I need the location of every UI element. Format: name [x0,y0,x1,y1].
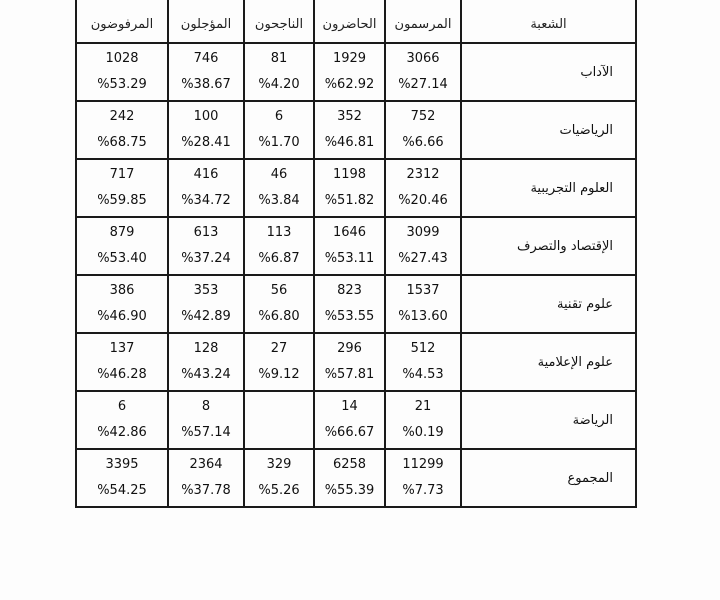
cell-deferred [168,43,244,101]
passed-count: 81 [270,51,288,66]
cell-passed [244,159,314,217]
present-percent: %66.67 [324,425,375,440]
cell-enrolled [385,391,461,449]
row-label: العلوم التجريبية [461,159,636,217]
passed-percent: %1.70 [258,135,300,150]
table-row [76,217,636,275]
enrolled-count: 3099 [406,225,440,240]
deferred-count: 2364 [189,457,223,472]
table-header-row [76,0,636,43]
rejected-percent: %42.86 [97,425,147,440]
passed-percent: %9.12 [258,367,300,382]
enrolled-count: 752 [410,109,436,124]
deferred-percent: %34.72 [181,193,231,208]
present-count: 296 [337,341,362,356]
cell-deferred [168,449,244,507]
cell-enrolled [385,101,461,159]
row-label: المجموع [461,449,636,507]
enrolled-percent: %7.73 [402,483,444,498]
deferred-percent: %37.24 [181,251,231,266]
cell-rejected [76,275,168,333]
cell-rejected [76,159,168,217]
present-percent: %51.82 [324,193,375,208]
enrolled-count: 3066 [406,51,440,66]
passed-percent: %6.80 [258,309,300,324]
table-row [76,275,636,333]
rejected-percent: %59.85 [97,193,147,208]
enrolled-percent: %4.53 [402,367,444,382]
rejected-percent: %46.90 [97,309,147,324]
rejected-count: 242 [109,109,135,124]
rejected-percent: %54.25 [97,483,147,498]
deferred-percent: %43.24 [181,367,231,382]
deferred-count: 613 [193,225,219,240]
cell-passed [244,275,314,333]
cell-enrolled [385,275,461,333]
enrolled-percent: %0.19 [402,425,444,440]
enrolled-count: 2312 [406,167,440,182]
row-label: الآداب [461,43,636,101]
enrolled-count: 11299 [402,457,444,472]
table-row [76,391,636,449]
deferred-count: 746 [193,51,219,66]
table-row [76,43,636,101]
present-count: 823 [337,283,362,298]
passed-percent: %5.26 [258,483,300,498]
rejected-percent: %53.29 [97,77,147,92]
rejected-count: 879 [109,225,135,240]
passed-percent: %6.87 [258,251,300,266]
cell-present [314,391,385,449]
header-enrolled: المرسمون [385,0,461,43]
passed-count: 27 [270,341,288,356]
present-count: 14 [341,399,358,414]
rejected-percent: %68.75 [97,135,147,150]
cell-passed [244,449,314,507]
deferred-count: 8 [201,399,211,414]
cell-rejected [76,449,168,507]
present-count: 1646 [332,225,367,240]
present-percent: %55.39 [324,483,375,498]
header-deferred: المؤجلون [168,0,244,43]
present-count: 6258 [332,457,367,472]
cell-deferred [168,159,244,217]
deferred-percent: %38.67 [181,77,231,92]
cell-passed [244,43,314,101]
enrolled-count: 1537 [406,283,440,298]
cell-enrolled [385,43,461,101]
cell-deferred [168,217,244,275]
cell-present [314,159,385,217]
cell-deferred [168,101,244,159]
header-present: الحاضرون [314,0,385,43]
passed-count: 56 [270,283,288,298]
row-label: علوم الإعلامية [461,333,636,391]
cell-present [314,449,385,507]
header-passed: الناجحون [244,0,314,43]
enrolled-count: 512 [410,341,436,356]
passed-count: 113 [266,225,292,240]
cell-present [314,217,385,275]
enrolled-percent: %13.60 [398,309,448,324]
rejected-count: 386 [109,283,135,298]
row-label: الرياضة [461,391,636,449]
enrolled-percent: %27.43 [398,251,448,266]
cell-deferred [168,333,244,391]
cell-deferred [168,275,244,333]
deferred-count: 128 [193,341,219,356]
enrolled-percent: %20.46 [398,193,448,208]
cell-passed [244,391,314,449]
cell-present [314,43,385,101]
results-table [75,0,637,508]
present-count: 1198 [332,167,367,182]
table-row [76,159,636,217]
table-row [76,101,636,159]
cell-enrolled [385,217,461,275]
row-label: علوم تقنية [461,275,636,333]
deferred-percent: %42.89 [181,309,231,324]
rejected-count: 717 [109,167,135,182]
present-percent: %53.55 [324,309,375,324]
deferred-percent: %28.41 [181,135,231,150]
row-label: الرياضيات [461,101,636,159]
rejected-percent: %46.28 [97,367,147,382]
cell-present [314,333,385,391]
cell-passed [244,333,314,391]
cell-present [314,101,385,159]
enrolled-count: 21 [414,399,432,414]
cell-rejected [76,391,168,449]
cell-passed [244,217,314,275]
passed-count: 329 [266,457,292,472]
enrolled-percent: %6.66 [402,135,444,150]
cell-passed [244,101,314,159]
rejected-percent: %53.40 [97,251,147,266]
deferred-percent: %57.14 [181,425,231,440]
cell-rejected [76,217,168,275]
deferred-percent: %37.78 [181,483,231,498]
deferred-count: 416 [193,167,219,182]
table-row [76,333,636,391]
present-percent: %57.81 [324,367,375,382]
present-percent: %46.81 [324,135,375,150]
cell-deferred [168,391,244,449]
present-percent: %53.11 [324,251,375,266]
passed-count: 46 [270,167,288,182]
header-rejected: المرفوضون [76,0,168,43]
present-count: 352 [337,109,362,124]
rejected-count: 1028 [105,51,139,66]
rejected-count: 137 [109,341,135,356]
header-branch: الشعبة [461,0,636,43]
cell-rejected [76,43,168,101]
passed-percent: %4.20 [258,77,300,92]
cell-enrolled [385,449,461,507]
table-row [76,449,636,507]
cell-rejected [76,333,168,391]
passed-percent: %3.84 [258,193,300,208]
passed-percent [245,420,313,422]
cell-rejected [76,101,168,159]
cell-present [314,275,385,333]
rejected-count: 6 [117,399,127,414]
enrolled-percent: %27.14 [398,77,448,92]
cell-enrolled [385,333,461,391]
present-percent: %62.92 [324,77,375,92]
cell-enrolled [385,159,461,217]
passed-count: 6 [274,109,284,124]
rejected-count: 3395 [105,457,139,472]
deferred-count: 100 [193,109,219,124]
deferred-count: 353 [193,283,219,298]
row-label: الإقتصاد والتصرف [461,217,636,275]
present-count: 1929 [332,51,367,66]
